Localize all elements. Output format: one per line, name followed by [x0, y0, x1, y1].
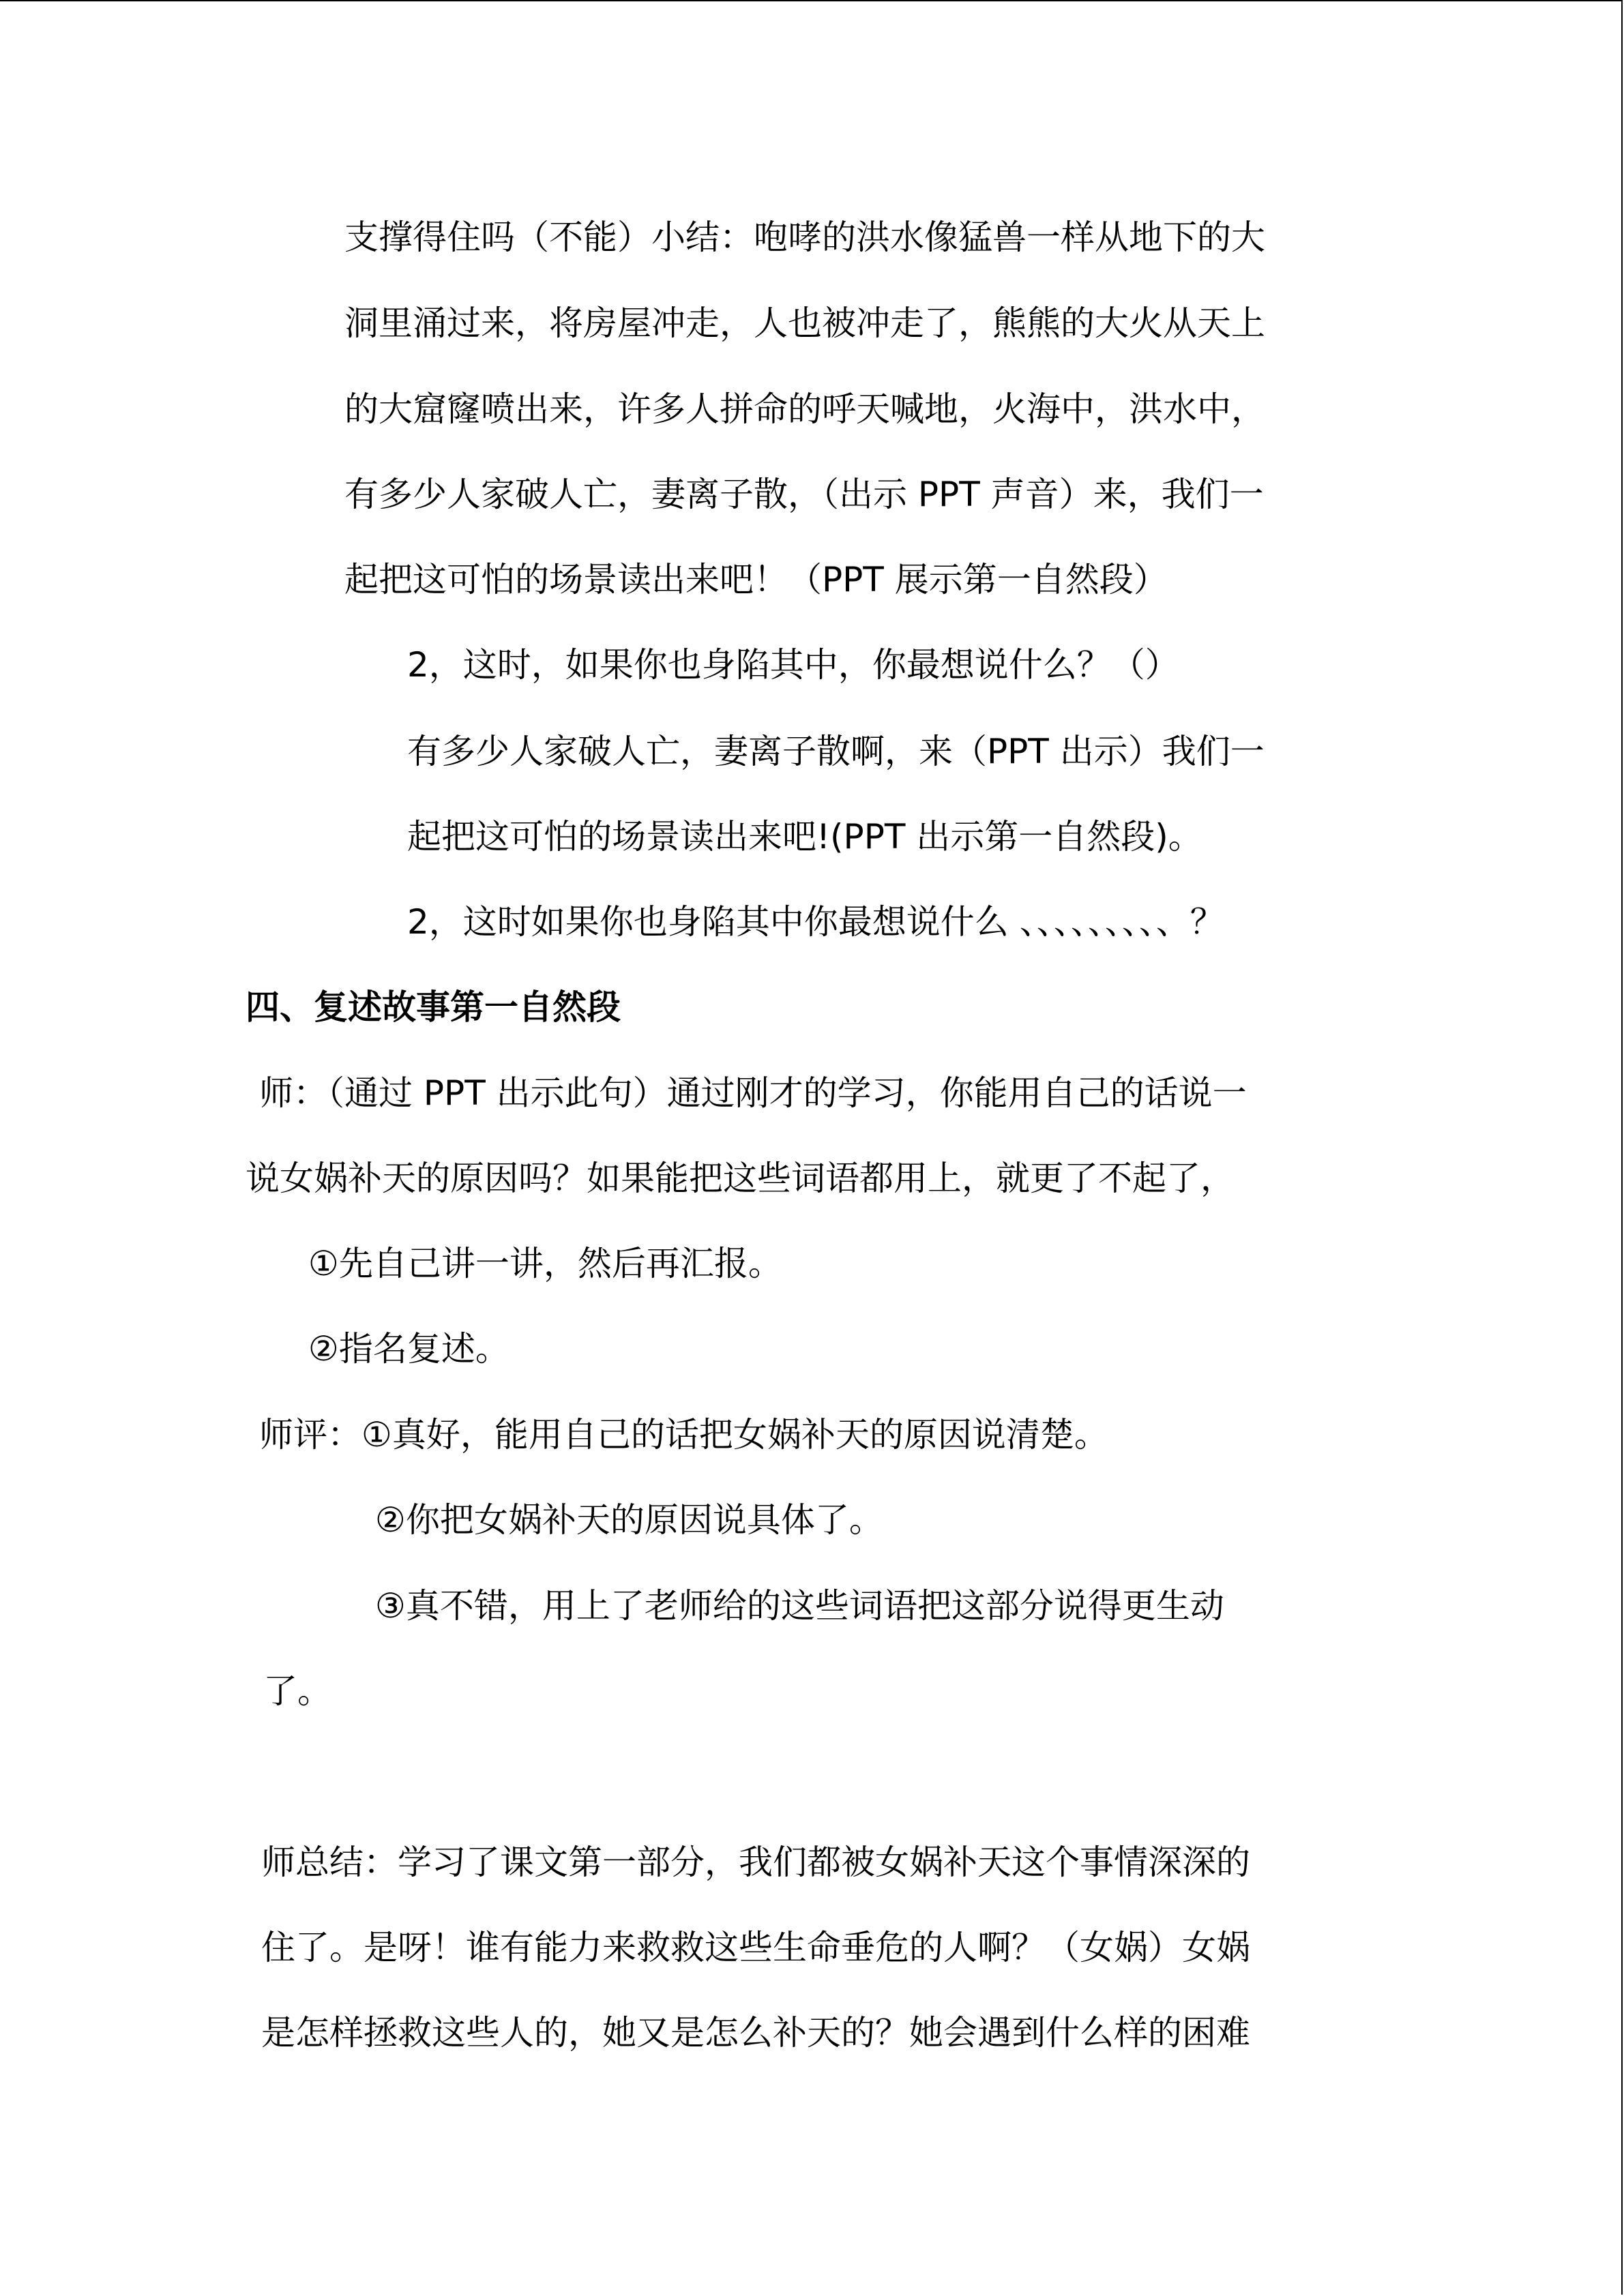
paragraph-line: 师总结：学习了课文第一部分，我们都被女娲补天这个事情深深的: [261, 1843, 1250, 1882]
list-item: ③真不错，用上了老师给的这些词语把这部分说得更生动: [375, 1586, 1224, 1626]
paragraph-line: 了。: [263, 1671, 331, 1711]
paragraph-line: 洞里涌过来，将房屋冲走，人也被冲走了，熊熊的大火从天上: [344, 303, 1265, 343]
paragraph-line: 2，这时，如果你也身陷其中，你最想说什么？（）: [407, 645, 1179, 685]
paragraph-line: 有多少人家破人亡，妻离子散，（出示 PPT 声音）来，我们一: [344, 475, 1264, 514]
list-item: ②你把女娲补天的原因说具体了。: [375, 1500, 883, 1540]
paragraph-line: 是怎样拯救这些人的，她又是怎么补天的？她会遇到什么样的困难: [261, 2013, 1250, 2053]
paragraph-line: 2，这时如果你也身陷其中你最想说什么 、、、、、、、、、？: [407, 902, 1224, 942]
paragraph-line: 的大窟窿喷出来，许多人拼命的呼天喊地，火海中，洪水中，: [344, 389, 1265, 429]
section-heading: 四、复述故事第一自然段: [246, 987, 621, 1027]
paragraph-line: 住了。是呀！谁有能力来救救这些生命垂危的人啊？（女娲）女娲: [261, 1928, 1250, 1967]
list-item: ①先自己讲一讲，然后再汇报。: [308, 1244, 782, 1283]
paragraph-line: 起把这可怕的场景读出来吧！（PPT 展示第一自然段）: [344, 560, 1168, 599]
paragraph-line: 师：（通过 PPT 出示此句）通过刚才的学习，你能用自己的话说一: [259, 1073, 1247, 1113]
paragraph-line: 支撑得住吗（不能）小结：咆哮的洪水像猛兽一样从地下的大: [344, 218, 1265, 257]
paragraph-line: 起把这可怕的场景读出来吧!(PPT 出示第一自然段)。: [407, 817, 1202, 856]
paragraph-line: 有多少人家破人亡，妻离子散啊，来（PPT 出示）我们一: [407, 732, 1265, 771]
paragraph-line: 说女娲补天的原因吗？如果能把这些词语都用上，就更了不起了，: [246, 1159, 1235, 1198]
paragraph-line: 师评：①真好，能用自己的话把女娲补天的原因说清楚。: [259, 1415, 1108, 1455]
list-item: ②指名复述。: [308, 1329, 510, 1369]
